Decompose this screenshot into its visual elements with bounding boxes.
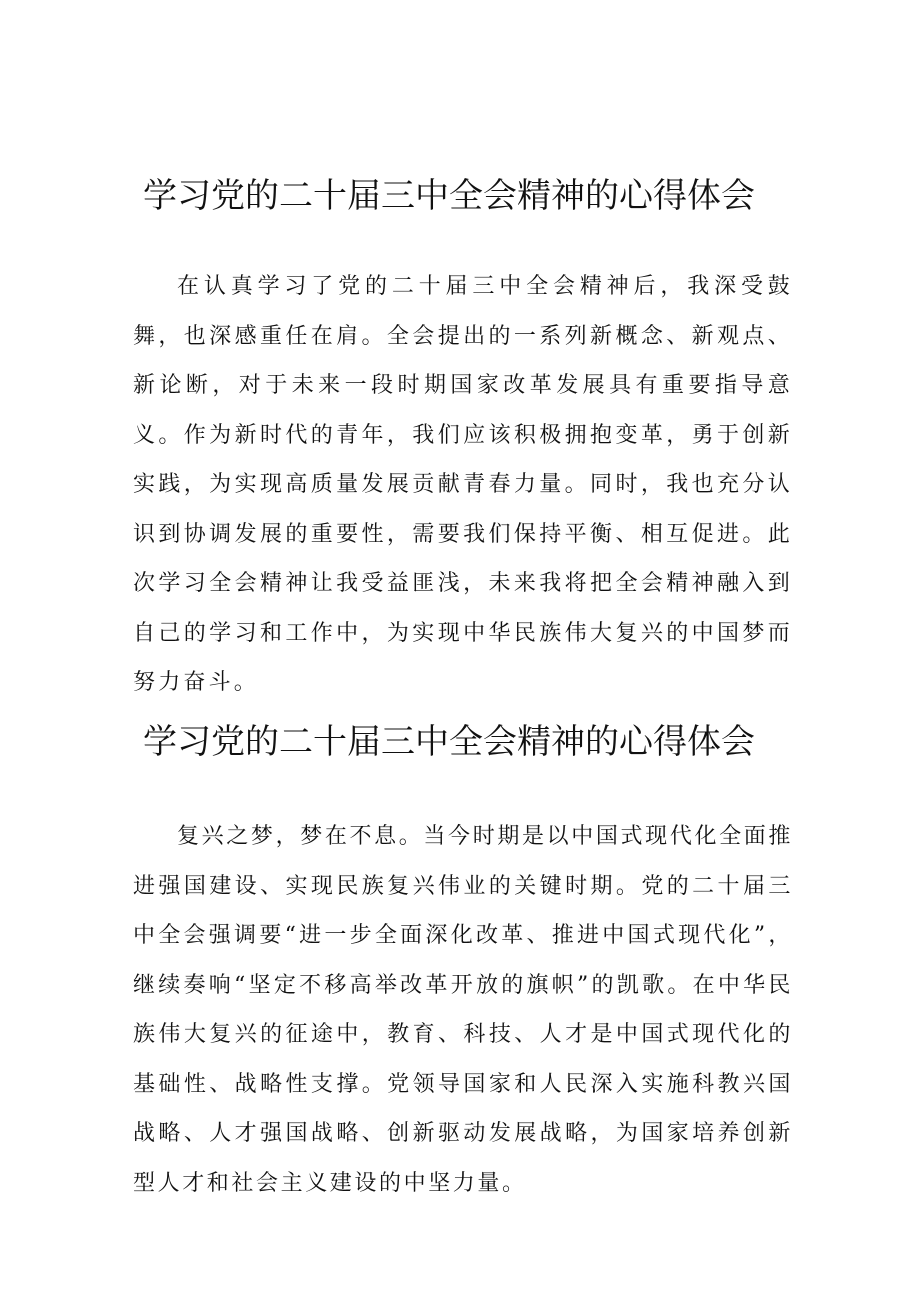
- section-2-body: 复兴之梦，梦在不息。当今时期是以中国式现代化全面推进强国建设、实现民族复兴伟业的关键时期。党的二十届三中全会强调要“进一步全面深化改革、推进中国式现代化”，继续奏响“坚定不移高举改革开放的旗帜”的凯歌。在中华民族伟大复兴的征途中，教育、科技、人才是中国式现代化的基础性、战略性支撑。党领导国家和人民深入实施科教兴国战略、人才强国战略、创新驱动发展战略，为国家培养创新型人才和社会主义建设的中坚力量。: [133, 824, 793, 1196]
- section-1-title: 学习党的二十届三中全会精神的心得体会: [143, 176, 755, 216]
- section-1-body: 在认真学习了党的二十届三中全会精神后，我深受鼓舞，也深感重任在肩。全会提出的一系列新概念、新观点、新论断，对于未来一段时期国家改革发展具有重要指导意义。作为新时代的青年，我们应该积极拥抱变革，勇于创新实践，为实现高质量发展贡献青春力量。同时，我也充分认识到协调发展的重要性，需要我们保持平衡、相互促进。此次学习全会精神让我受益匪浅，未来我将把全会精神融入到自己的学习和工作中，为实现中华民族伟大复兴的中国梦而努力奋斗。: [133, 274, 793, 695]
- section-2-title: 学习党的二十届三中全会精神的心得体会: [143, 722, 755, 762]
